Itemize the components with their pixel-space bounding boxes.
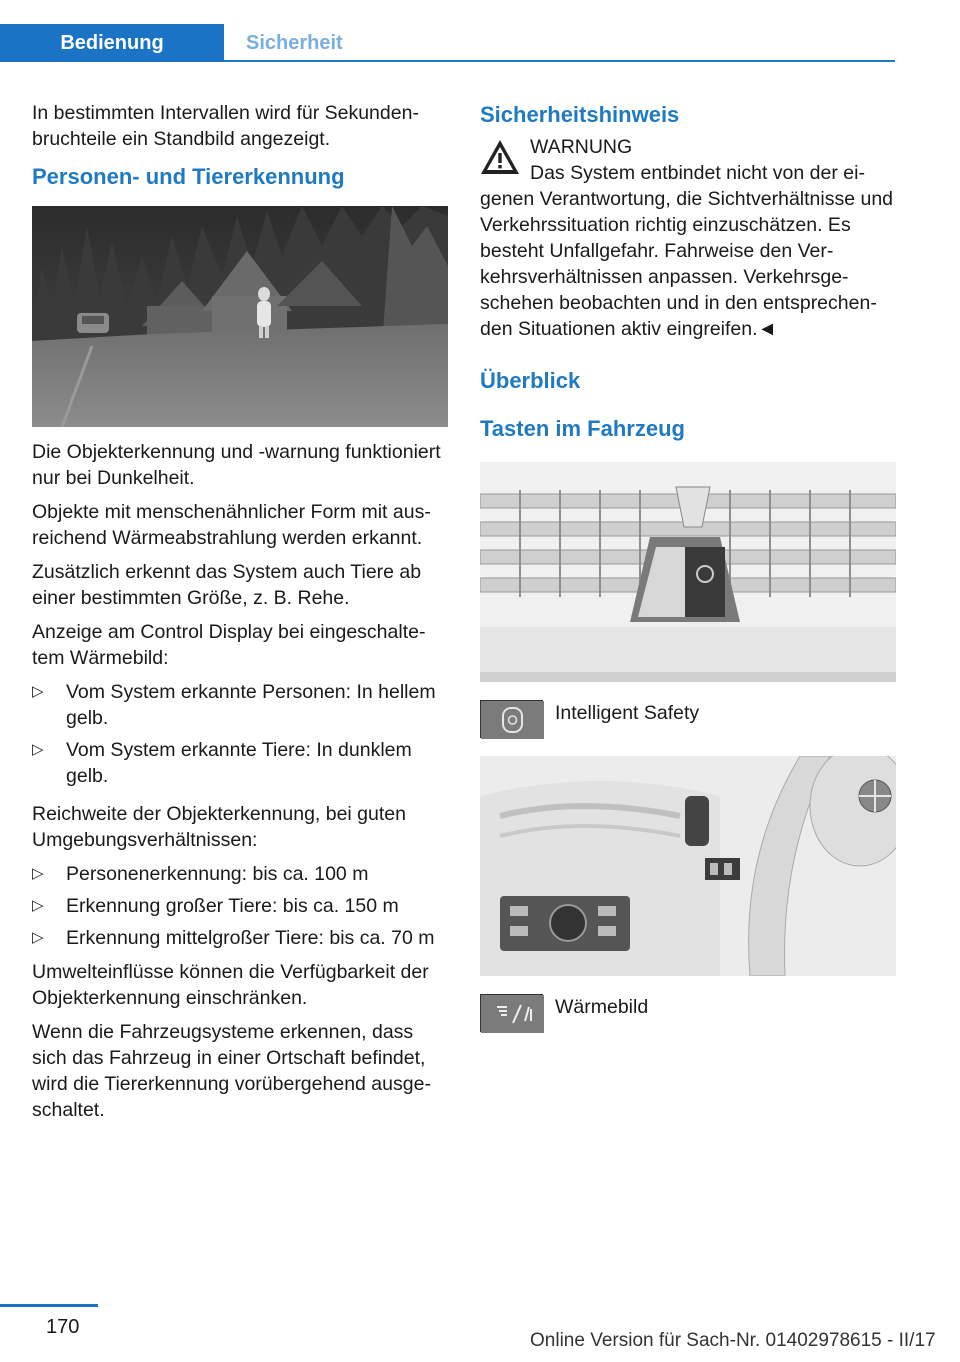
footer-divider <box>0 1304 98 1307</box>
buttons-heading: Tasten im Fahrzeug <box>480 416 685 441</box>
list-item: ▷ Vom System erkannte Tiere: In dunklem gelb. <box>32 739 412 787</box>
intelligent-safety-row <box>480 700 896 738</box>
paragraph-ortschaft: Wenn die Fahrzeugsysteme erkennen, dass sich das Fahrzeug in einer Ortschaft befindet, wird die Tiererkennung vorübergehend ausgeschaltet. <box>32 1021 431 1121</box>
safety-heading: Sicherheitshinweis <box>480 102 680 127</box>
left-column <box>32 100 448 1131</box>
warning-triangle-icon <box>480 138 520 176</box>
page-number: 170 <box>46 1316 80 1338</box>
waermebild-button-icon <box>480 994 543 1032</box>
right-column <box>480 100 896 1050</box>
waermebild-row <box>480 994 896 1032</box>
warning-title: WARNUNG <box>530 136 633 158</box>
bullet-triangle-icon: ▷ <box>32 865 44 882</box>
tab-bedienung[interactable]: Bedienung <box>0 24 224 62</box>
paragraph-anzeige: Anzeige am Control Display bei eingeschaltetem Wärmebild: <box>32 621 426 669</box>
intelligent-safety-button-icon <box>480 700 543 738</box>
footer-online-version: Online Version für Sach-Nr. 01402978615 - II/17 <box>530 1330 936 1351</box>
paragraph-umwelteinfluesse: Umwelteinflüsse können die Verfügbarkeit der Objekterkennung einschränken. <box>32 961 429 1009</box>
paragraph-tiere: Zusätzlich erkennt das System auch Tiere ab einer bestimmten Größe, z. B. Rehe. <box>32 561 422 609</box>
paragraph-menschenaehnlich: Objekte mit menschenähnlicher Form mit ausreichend Wärmeabstrahlung werden erkannt. <box>32 501 431 549</box>
section-heading-personen-tiere: Personen- und Tiererkennung <box>32 164 345 189</box>
list-anzeige-farben <box>32 679 448 789</box>
overview-heading: Überblick <box>480 368 581 393</box>
waermebild-label: Wärmebild <box>555 996 649 1018</box>
bullet-triangle-icon: ▷ <box>32 683 44 700</box>
list-reichweite <box>32 861 448 951</box>
intro-paragraph: In bestimmten Intervallen wird für Sekundenbruchteile ein Standbild angezeigt. <box>32 102 419 150</box>
list-item: ▷ Erkennung großer Tiere: bis ca. 150 m <box>32 895 399 917</box>
bullet-triangle-icon: ▷ <box>32 741 44 758</box>
warning-text: Das System entbindet nicht von der eigenen Verantwortung, die Sichtverhältnisse und Verkehrssituation richtig einzuschätzen. Es besteht Unfallgefahr. Fahrweise den Verkehrsverhältnissen anpassen. Verkehrsgeschehen beobachten und in den entsprechenden Situationen aktiv eingreifen.◄ <box>480 162 894 340</box>
bullet-triangle-icon: ▷ <box>32 897 44 914</box>
tab-sicherheit[interactable]: Sicherheit <box>246 32 343 54</box>
chapter-header <box>0 24 895 62</box>
paragraph-reichweite: Reichweite der Objekterkennung, bei guten Umgebungsverhältnissen: <box>32 803 406 851</box>
warning-block <box>480 134 896 184</box>
night-vision-image <box>32 206 448 427</box>
list-item: ▷ Vom System erkannte Personen: In hellem gelb. <box>32 681 436 729</box>
steering-wheel-image <box>480 756 896 976</box>
list-item: ▷ Personenerkennung: bis ca. 100 m <box>32 863 369 885</box>
paragraph-dunkelheit: Die Objekterkennung und -warnung funktioniert nur bei Dunkelheit. <box>32 441 441 489</box>
bullet-triangle-icon: ▷ <box>32 929 44 946</box>
list-item: ▷ Erkennung mittelgroßer Tiere: bis ca. 70 m <box>32 927 435 949</box>
intelligent-safety-label: Intelligent Safety <box>555 702 700 724</box>
center-console-image <box>480 462 896 682</box>
